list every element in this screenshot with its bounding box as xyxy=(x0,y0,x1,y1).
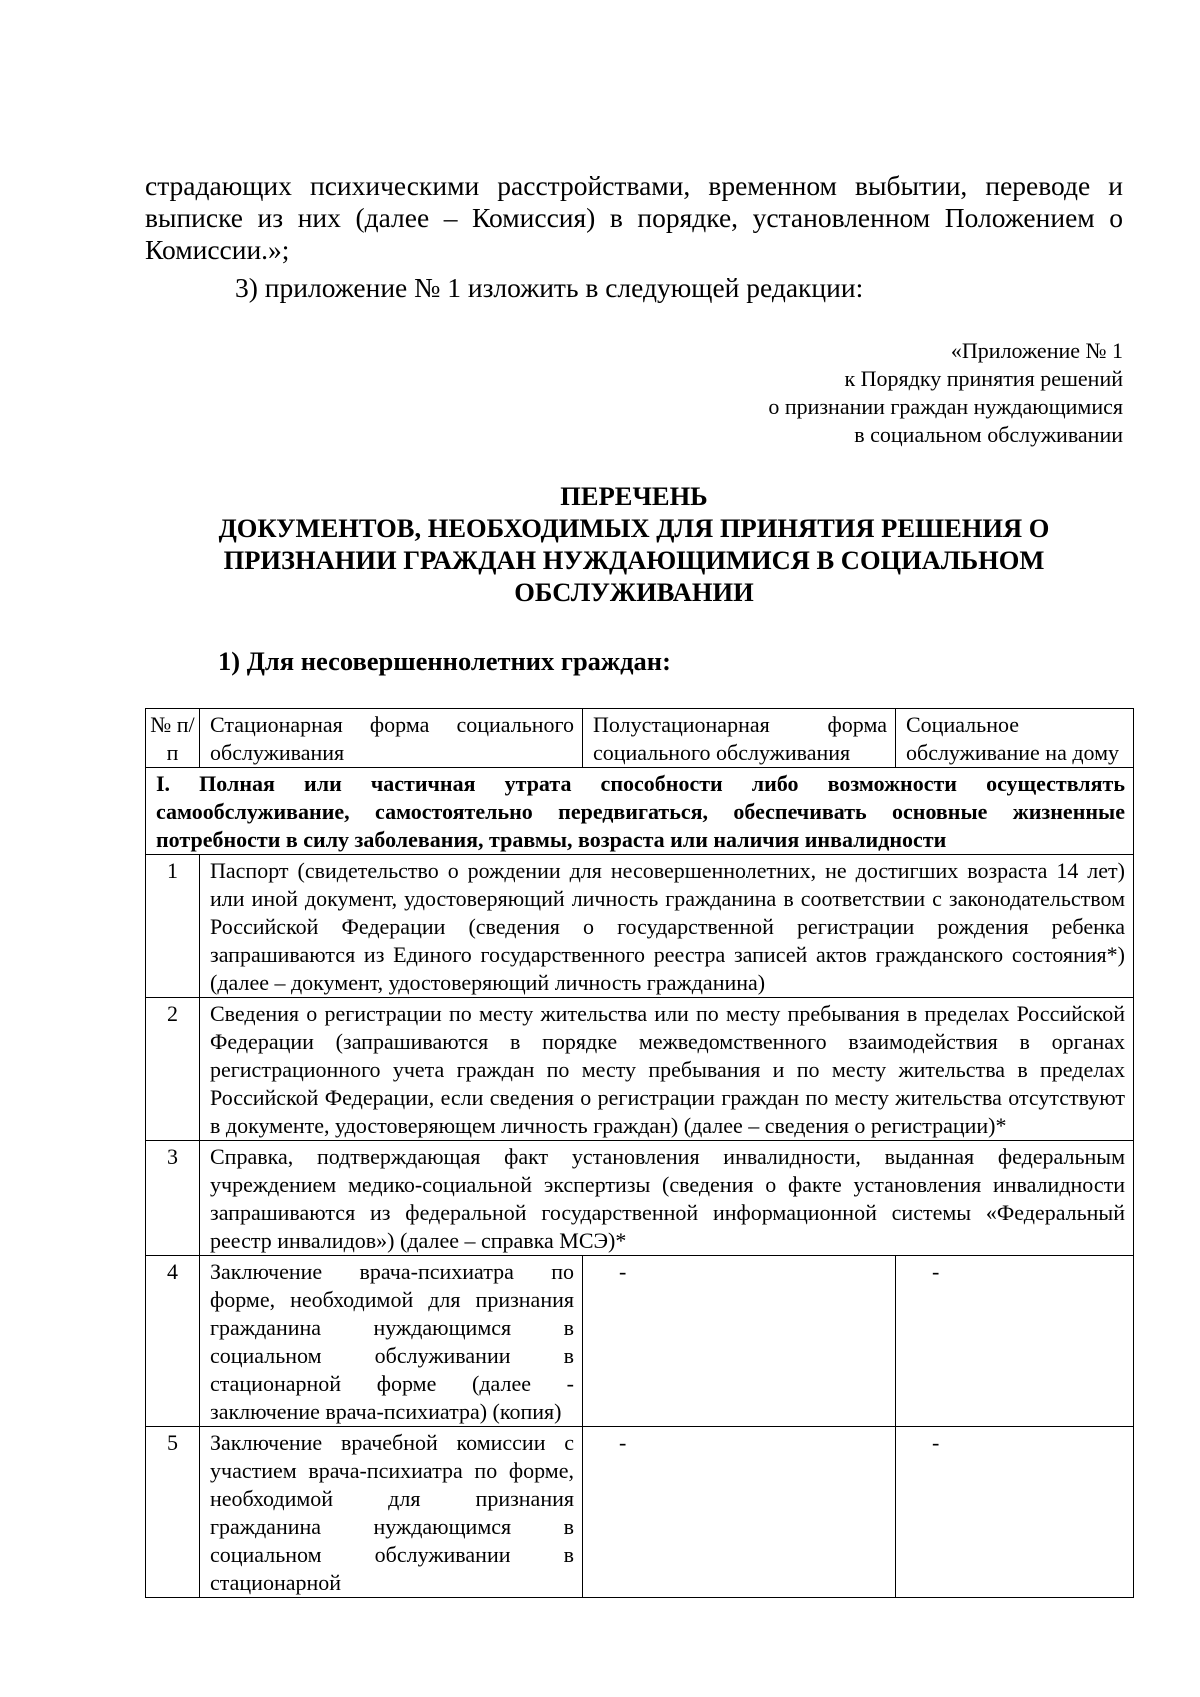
row-number: 4 xyxy=(146,1256,200,1427)
section-row xyxy=(146,768,1134,855)
row-number: 2 xyxy=(146,998,200,1141)
header-stationary: Стационарная форма социального обслуживания xyxy=(200,709,583,768)
intro-line: страдающих психическими расстройствами, временном выбытии, переводе и xyxy=(145,170,1123,201)
appendix-line: к Порядку принятия решений xyxy=(844,366,1123,391)
appendix-line: в социальном обслуживании xyxy=(854,422,1123,447)
intro-line: Комиссии.»; xyxy=(145,234,290,265)
intro-paragraph xyxy=(145,170,1123,234)
row-text: Паспорт (свидетельство о рождении для несовершеннолетних, не достигших возраста 14 лет) или иной документ, удостоверяющий личность гражданина в соответствии с законодательством Российской Федерации (сведения о государственной регистрации рождения ребенка запрашиваются из Единого государственного реестра записей актов гражданского состояния*) (далее – документ, удостоверяющий личность гражданина) xyxy=(200,855,1134,998)
header-num: № п/п xyxy=(146,709,200,768)
table-row xyxy=(146,998,1134,1141)
title-line: ПЕРЕЧЕНЬ xyxy=(560,481,708,511)
intro-line: выписке из них (далее – Комиссия) в порядке, установленном Положением о xyxy=(145,202,1123,233)
section-title: I. Полная или частичная утрата способности либо возможности осуществлять самообслуживание, самостоятельно передвигаться, обеспечивать основные жизненные потребности в силу заболевания, травмы, возраста или наличия инвалидности xyxy=(146,768,1134,855)
row-semi-stationary: - xyxy=(583,1256,896,1427)
row-home: - xyxy=(896,1256,1134,1427)
row-number: 3 xyxy=(146,1141,200,1256)
row-number: 5 xyxy=(146,1427,200,1598)
appendix-line: о признании граждан нуждающимися xyxy=(768,394,1123,419)
table-row xyxy=(146,1141,1134,1256)
row-home: - xyxy=(896,1427,1134,1598)
table-row xyxy=(146,1256,1134,1427)
table-row xyxy=(146,1427,1134,1598)
documents-table xyxy=(145,708,1134,1598)
table-header-row xyxy=(146,709,1134,768)
table-row xyxy=(146,855,1134,998)
row-stationary: Заключение врачебной комиссии с участием врача-психиатра по форме, необходимой для признания гражданина нуждающимся в социальном обслуживании в стационарной xyxy=(200,1427,583,1598)
row-number: 1 xyxy=(146,855,200,998)
amendment-item-3: 3) приложение № 1 изложить в следующей редакции: xyxy=(235,272,864,303)
header-home: Социальное обслуживание на дому xyxy=(896,709,1134,768)
row-text: Сведения о регистрации по месту жительства или по месту пребывания в пределах Российской Федерации (запрашиваются в порядке межведомственного взаимодействия в органах регистрационного учета граждан по месту пребывания и по месту жительства в пределах Российской Федерации, если сведения о регистрации граждан по месту жительства отсутствуют в документе, удостоверяющем личность граждан) (далее – сведения о регистрации)* xyxy=(200,998,1134,1141)
row-stationary: Заключение врача-психиатра по форме, необходимой для признания гражданина нуждающимся в социальном обслуживании в стационарной форме (далее - заключение врача-психиатра) (копия) xyxy=(200,1256,583,1427)
header-semi-stationary: Полустационарная форма социального обслуживания xyxy=(583,709,896,768)
document-title xyxy=(145,480,1123,608)
title-line: ДОКУМЕНТОВ, НЕОБХОДИМЫХ ДЛЯ ПРИНЯТИЯ РЕШЕНИЯ О xyxy=(218,513,1050,543)
appendix-heading xyxy=(768,337,1123,449)
appendix-line: «Приложение № 1 xyxy=(950,338,1123,363)
intro-paragraph-end xyxy=(145,234,1123,266)
row-semi-stationary: - xyxy=(583,1427,896,1598)
title-line: ПРИЗНАНИИ ГРАЖДАН НУЖДАЮЩИМИСЯ В СОЦИАЛЬНОМ xyxy=(223,545,1045,575)
row-text: Справка, подтверждающая факт установления инвалидности, выданная федеральным учреждением медико-социальной экспертизы (сведения о факте установления инвалидности запрашиваются из федеральной государственной информационной системы «Федеральный реестр инвалидов») (далее – справка МСЭ)* xyxy=(200,1141,1134,1256)
section-subheading: 1) Для несовершеннолетних граждан: xyxy=(218,646,671,676)
title-line: ОБСЛУЖИВАНИИ xyxy=(514,577,754,607)
